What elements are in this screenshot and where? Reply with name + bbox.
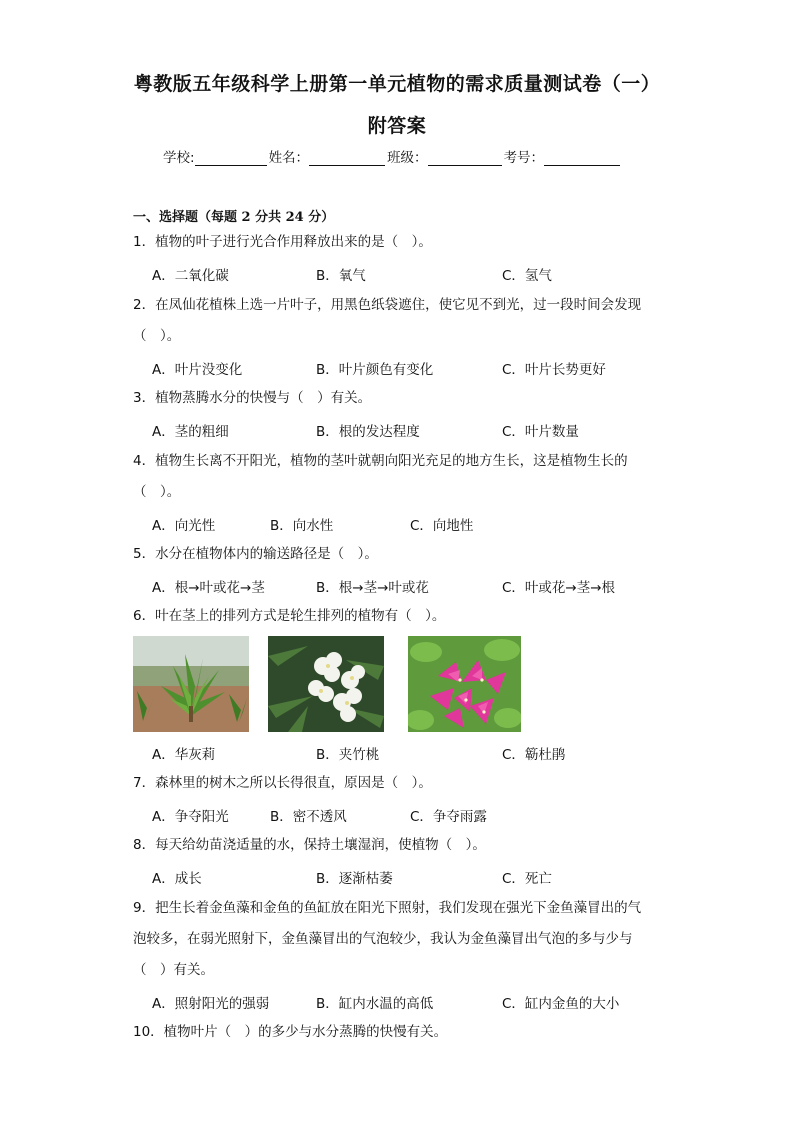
question-text: 1．植物的叶子进行光合作用释放出来的是（ ）。 bbox=[133, 234, 432, 250]
pink-bougainvillea-photo bbox=[408, 636, 521, 732]
question-text: 9．把生长着金鱼藻和金鱼的鱼缸放在阳光下照射，我们发现在强光下金鱼藻冒出的气 bbox=[133, 900, 642, 916]
question-7-options bbox=[152, 805, 712, 825]
question-10 bbox=[133, 1017, 693, 1048]
option-b[interactable]: B．缸内水温的高低 bbox=[316, 996, 434, 1012]
option-c[interactable]: C．缸内金鱼的大小 bbox=[502, 996, 620, 1012]
option-b[interactable]: B．密不透风 bbox=[270, 809, 347, 825]
page-subtitle: 附答案 bbox=[367, 115, 427, 137]
option-a[interactable]: A．华灰莉 bbox=[152, 747, 216, 763]
page-title: 粤教版五年级科学上册第一单元植物的需求质量测试卷（一） bbox=[133, 73, 661, 95]
option-b[interactable]: B．根的发达程度 bbox=[316, 424, 420, 440]
option-a[interactable]: A．争夺阳光 bbox=[152, 809, 229, 825]
class-field[interactable] bbox=[428, 151, 502, 166]
option-b[interactable]: B．逐渐枯萎 bbox=[316, 871, 393, 887]
question-6-options bbox=[152, 743, 712, 763]
question-3-options bbox=[152, 420, 712, 440]
question-7 bbox=[133, 768, 693, 799]
option-a[interactable]: A．成长 bbox=[152, 871, 202, 887]
option-c[interactable]: C．向地性 bbox=[410, 518, 474, 534]
question-text: 10．植物叶片（ ）的多少与水分蒸腾的快慢有关。 bbox=[133, 1024, 448, 1040]
question-4 bbox=[133, 446, 693, 508]
option-c[interactable]: C．叶或花→茎→根 bbox=[502, 580, 616, 596]
leafy-plant-photo bbox=[133, 636, 249, 732]
question-text: 8．每天给幼苗浇适量的水，保持土壤湿润，使植物（ ）。 bbox=[133, 837, 486, 853]
school-label: 学校: bbox=[163, 150, 195, 166]
option-a[interactable]: A．二氧化碳 bbox=[152, 268, 229, 284]
option-c[interactable]: C．叶片数量 bbox=[502, 424, 579, 440]
school-field[interactable] bbox=[195, 151, 267, 166]
question-9 bbox=[133, 893, 693, 986]
name-label: 姓名： bbox=[268, 150, 310, 166]
option-a[interactable]: A．茎的粗细 bbox=[152, 424, 229, 440]
option-b[interactable]: B．根→茎→叶或花 bbox=[316, 580, 429, 596]
question-text: （ ）。 bbox=[133, 328, 181, 344]
name-field[interactable] bbox=[309, 151, 385, 166]
question-text: 4．植物生长离不开阳光，植物的茎叶就朝向阳光充足的地方生长，这是植物生长的 bbox=[133, 453, 628, 469]
question-5 bbox=[133, 539, 693, 570]
option-b[interactable]: B．夹竹桃 bbox=[316, 747, 380, 763]
option-b[interactable]: B．叶片颜色有变化 bbox=[316, 362, 434, 378]
question-1 bbox=[133, 227, 693, 258]
option-a[interactable]: A．向光性 bbox=[152, 518, 216, 534]
option-c[interactable]: C．簕杜鹃 bbox=[502, 747, 566, 763]
question-text: 5．水分在植物体内的输送路径是（ ）。 bbox=[133, 546, 378, 562]
question-text: 6．叶在茎上的排列方式是轮生排列的植物有（ ）。 bbox=[133, 608, 446, 624]
question-text: 3．植物蒸腾水分的快慢与（ ）有关。 bbox=[133, 390, 372, 406]
question-text: （ ）有关。 bbox=[133, 962, 214, 978]
question-8 bbox=[133, 830, 693, 861]
section-title: 一、选择题（每题 2 分共 24 分） bbox=[133, 210, 335, 225]
question-8-options bbox=[152, 867, 712, 887]
question-text: 泡较多，在弱光照射下，金鱼藻冒出的气泡较少，我认为金鱼藻冒出气泡的多与少与 bbox=[133, 931, 633, 947]
question-text: （ ）。 bbox=[133, 484, 181, 500]
option-c[interactable]: C．死亡 bbox=[502, 871, 552, 887]
option-c[interactable]: C．氢气 bbox=[502, 268, 552, 284]
question-1-options bbox=[152, 264, 712, 284]
question-text: 2．在凤仙花植株上选一片叶子，用黑色纸袋遮住，使它见不到光，过一段时间会发现 bbox=[133, 297, 642, 313]
option-c[interactable]: C．叶片长势更好 bbox=[502, 362, 606, 378]
exam-number-label: 考号： bbox=[503, 150, 545, 166]
option-b[interactable]: B．向水性 bbox=[270, 518, 334, 534]
question-2 bbox=[133, 290, 693, 352]
question-4-options bbox=[152, 514, 712, 534]
option-a[interactable]: A．照射阳光的强弱 bbox=[152, 996, 270, 1012]
option-a[interactable]: A．根→叶或花→茎 bbox=[152, 580, 265, 596]
option-b[interactable]: B．氧气 bbox=[316, 268, 366, 284]
class-label: 班级： bbox=[387, 150, 428, 166]
exam-number-field[interactable] bbox=[544, 151, 620, 166]
question-3 bbox=[133, 383, 693, 414]
student-info-row bbox=[163, 146, 622, 166]
question-5-options bbox=[152, 576, 712, 596]
option-a[interactable]: A．叶片没变化 bbox=[152, 362, 243, 378]
question-2-options bbox=[152, 358, 712, 378]
question-6 bbox=[133, 601, 693, 632]
question-9-options bbox=[152, 992, 712, 1012]
white-oleander-flower-photo bbox=[268, 636, 384, 732]
question-text: 7．森林里的树木之所以长得很直，原因是（ ）。 bbox=[133, 775, 432, 791]
option-c[interactable]: C．争夺雨露 bbox=[410, 809, 487, 825]
